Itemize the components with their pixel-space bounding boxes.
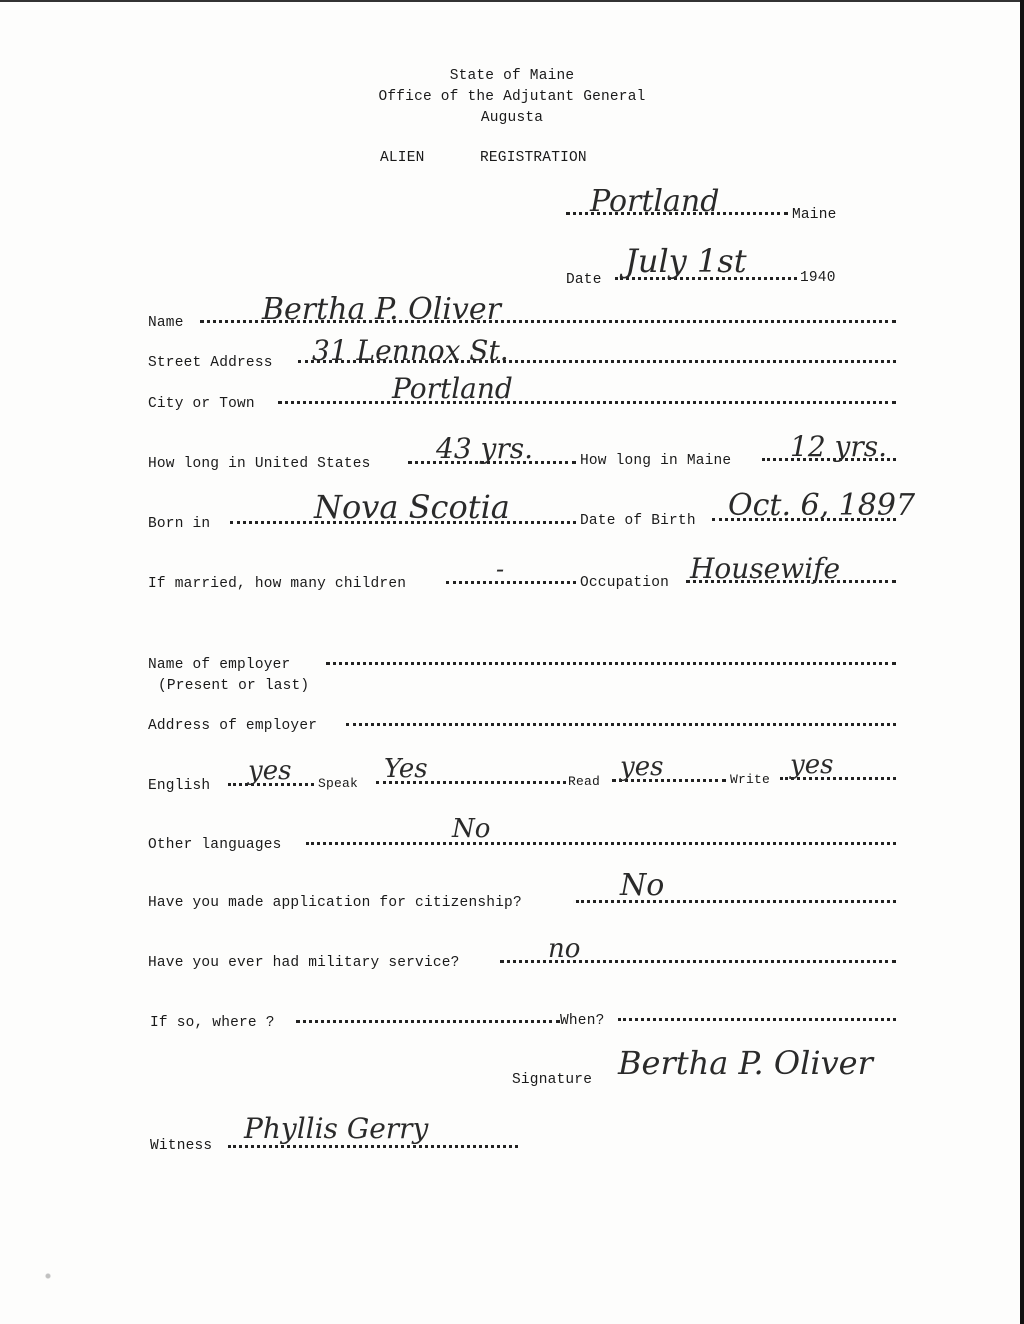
city-dots [278,401,896,404]
read-value: yes [620,752,664,782]
read-label: Read [568,774,601,789]
dob-value: Oct. 6, 1897 [728,488,916,523]
us-duration-label: How long in United States [148,456,371,472]
english-label: English [148,778,211,794]
other-languages-label: Other languages [148,837,282,853]
city-value: Portland [392,372,513,405]
children-label: If married, how many children [148,576,407,592]
city-label: City or Town [148,396,255,412]
name-label: Name [148,315,184,331]
born-in-label: Born in [148,516,211,532]
scan-border-top [0,0,1024,2]
header-city: Augusta [480,110,544,126]
street-value: 31 Lennox St. [312,334,509,367]
other-languages-dots [306,842,896,845]
header-state: State of Maine [449,68,575,84]
where-dots [296,1020,560,1023]
children-dots [446,581,576,584]
maine-duration-value: 12 yrs. [790,430,888,463]
when-dots [618,1018,896,1021]
write-value: yes [790,750,834,780]
speak-label: Speak [318,776,359,791]
place-state-label: Maine [792,207,837,223]
born-in-value: Nova Scotia [314,488,510,526]
write-label: Write [730,772,771,787]
name-value: Bertha P. Oliver [262,292,501,327]
witness-dots [228,1145,518,1148]
witness-label: Witness [150,1138,213,1154]
where-label: If so, where ? [150,1015,275,1031]
us-duration-value: 43 yrs. [436,432,534,465]
when-label: When? [560,1013,605,1029]
maine-duration-label: How long in Maine [580,453,732,469]
signature-value: Bertha P. Oliver [618,1044,873,1082]
dob-label: Date of Birth [580,513,696,529]
employer-dots [326,662,896,665]
military-label: Have you ever had military service? [148,955,460,971]
street-label: Street Address [148,355,273,371]
occupation-label: Occupation [580,575,670,591]
header-office: Office of the Adjutant General [378,89,646,105]
signature-label: Signature [512,1072,593,1088]
citizenship-label: Have you made application for citizenship? [148,895,522,911]
date-year: 1940 [800,270,836,286]
employer-sublabel: (Present or last) [158,678,310,694]
occupation-value: Housewife [690,552,841,585]
employer-address-dots [346,723,896,726]
speak-value: Yes [384,754,428,784]
citizenship-value: No [620,868,665,903]
witness-value: Phyllis Gerry [244,1112,429,1145]
military-value: no [548,934,581,964]
place-city-value: Portland [590,184,720,219]
date-value: July 1st [625,242,747,280]
other-languages-value: No [452,814,491,844]
title-alien: ALIEN [380,150,425,166]
scan-speck [40,1265,56,1287]
scan-border-right [1020,0,1024,1324]
title-registration: REGISTRATION [480,150,587,166]
date-label: Date [566,272,602,288]
employer-address-label: Address of employer [148,718,318,734]
employer-label: Name of employer [148,657,291,673]
children-value: - [496,555,505,583]
english-value: yes [248,756,292,786]
